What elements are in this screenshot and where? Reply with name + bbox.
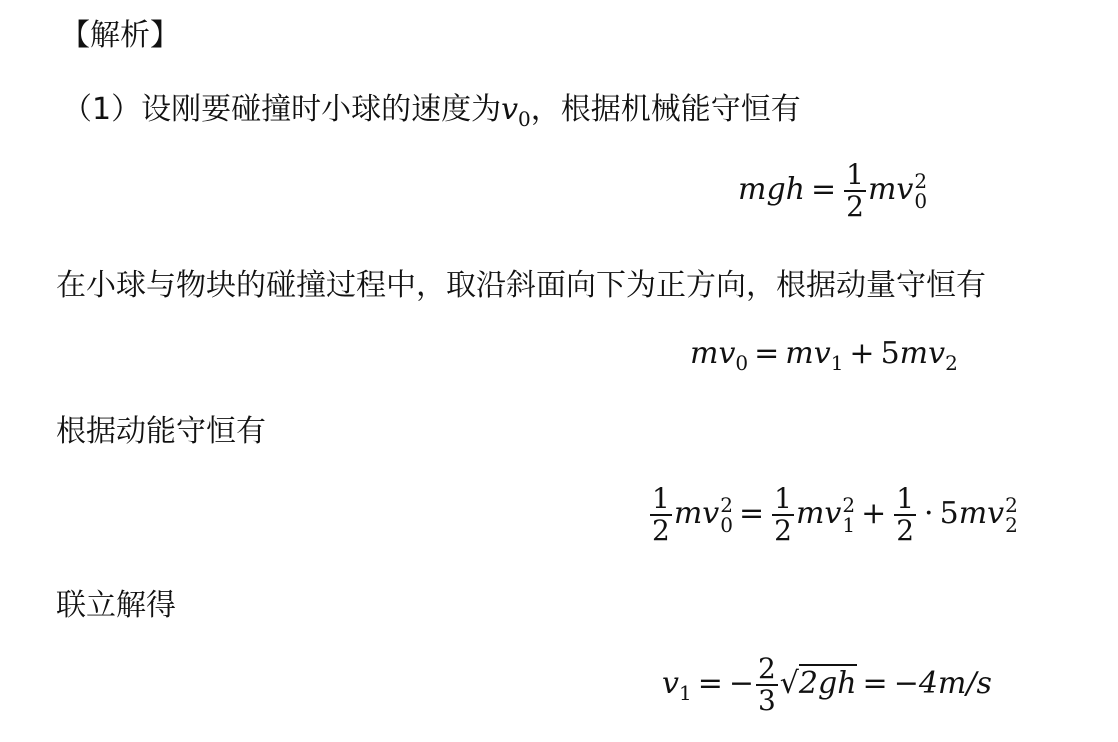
eq3-lhs-supsub: 2 0 (720, 493, 733, 537)
eq3-t1-var: mv (795, 496, 842, 531)
step1-variable: $v_0$ (501, 92, 531, 131)
eq1-frac-num: 1 (846, 158, 864, 191)
eq2-t1-sub: 1 (830, 351, 844, 375)
equation-momentum (690, 334, 958, 374)
eq2-t2-sub: 2 (945, 351, 958, 375)
eq3-equals: = (738, 496, 765, 531)
eq4-result: −4m/s (893, 666, 992, 701)
eq2-plus: + (849, 336, 875, 371)
eq2-lhs-sub: 0 (735, 351, 749, 375)
eq2-t2-var: mv (899, 336, 946, 371)
step1-variable-sub: 0 (518, 107, 531, 131)
eq2-equals: = (754, 336, 780, 371)
eq3-lhs-var: mv (673, 496, 720, 531)
eq1-rhs-var: mv (867, 172, 914, 207)
eq4-minus: − (728, 666, 754, 701)
sqrt-icon: √ (779, 666, 799, 701)
heading: 【解析】 (60, 18, 180, 53)
eq1-frac-den: 2 (846, 190, 864, 223)
step1-suffix: ，根据机械能守恒有 (530, 92, 801, 127)
eq2-lhs-var: mv (690, 336, 736, 371)
step1-prefix: （1）设刚要碰撞时小球的速度为 (62, 92, 502, 127)
equation-result (662, 654, 992, 716)
equation-kinetic (648, 484, 1018, 546)
eq3-fraction-t1: $\frac{1}{2}$ (774, 482, 792, 547)
eq3-dot: · (924, 496, 934, 531)
eq2-t1-var: mv (785, 336, 831, 371)
eq4-fraction: $\frac{2}{3}$ (757, 652, 776, 717)
eq3-fraction-lhs: $\frac{1}{2}$ (652, 482, 670, 547)
eq1-lhs: mgh (738, 172, 805, 207)
eq4-equals: = (697, 666, 723, 701)
eq1-fraction (844, 160, 866, 222)
eq3-t2-var: mv (958, 496, 1005, 531)
eq4-equals-2: = (862, 666, 888, 701)
eq3-plus: + (861, 496, 887, 531)
equation-energy (738, 160, 927, 222)
text-solve: 联立解得 (56, 588, 176, 623)
eq3-t2-coef: 5 (939, 496, 959, 531)
eq2-t2-coef: 5 (880, 336, 900, 371)
text-momentum: 在小球与物块的碰撞过程中，取沿斜面向下为正方向，根据动量守恒有 (56, 268, 986, 303)
eq3-t1-supsub: 2 1 (842, 493, 856, 537)
eq1-supsub: 2 0 (914, 169, 928, 213)
eq4-radicand: 2gh (798, 666, 857, 701)
eq3-fraction-t2: $\frac{1}{2}$ (896, 482, 915, 547)
eq4-lhs-var: v (662, 666, 679, 701)
text-energy: 根据动能守恒有 (56, 414, 266, 449)
eq4-sqrt (780, 664, 857, 704)
eq3-t2-supsub: 2 2 (1005, 493, 1018, 537)
step1-text (62, 90, 801, 130)
eq4-lhs-sub: 1 (678, 681, 692, 705)
eq1-equals: = (810, 172, 837, 207)
